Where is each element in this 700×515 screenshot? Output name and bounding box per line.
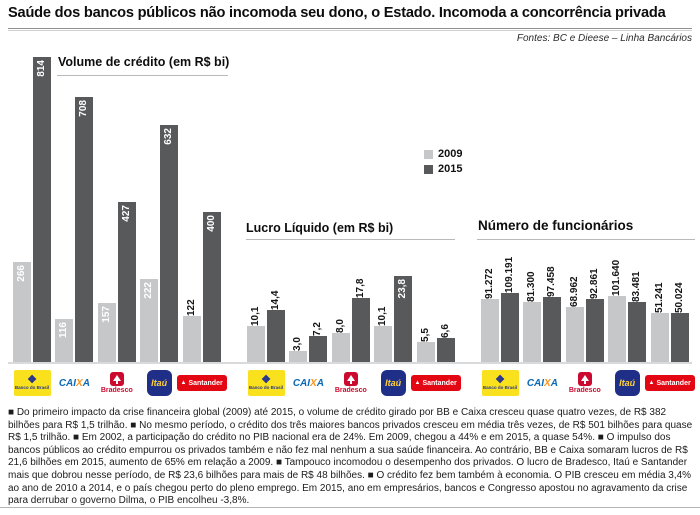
santander-logo bbox=[645, 375, 695, 391]
banco-do-brasil-icon: ❖ bbox=[27, 374, 37, 386]
bar-2009-itau bbox=[608, 296, 626, 362]
chart-title-underline bbox=[477, 239, 695, 240]
page-title: Saúde dos bancos públicos não incomoda seu dono, o Estado. Incomoda a concorrência privada bbox=[8, 5, 666, 21]
santander-label: Santander bbox=[188, 379, 223, 387]
bar-value-label: 400 bbox=[205, 215, 217, 232]
santander-logo bbox=[177, 375, 227, 391]
bar-value-label: 109.191 bbox=[504, 256, 515, 293]
caixa-label-part: X bbox=[76, 377, 83, 389]
legend-swatch-2009 bbox=[424, 150, 433, 159]
bar-value-label: 14,4 bbox=[270, 290, 281, 310]
bradesco-icon-stem bbox=[584, 381, 586, 384]
caixa-logo bbox=[293, 378, 324, 389]
chart-title-underline bbox=[57, 75, 228, 76]
bar-value-label: 10,1 bbox=[250, 306, 261, 326]
itau-logo: Itaú bbox=[615, 370, 640, 396]
caixa-label-part: CAI bbox=[292, 377, 311, 389]
legend-label: 2009 bbox=[438, 148, 463, 160]
bar-value-label: 122 bbox=[185, 299, 197, 316]
caixa-logo bbox=[527, 378, 558, 389]
bar-2009-santander bbox=[651, 313, 669, 362]
bar-2009-santander bbox=[183, 316, 201, 362]
bradesco-label: Bradesco bbox=[568, 387, 601, 394]
bottom-divider bbox=[0, 507, 700, 508]
bar-value-label: 91.272 bbox=[484, 268, 495, 299]
bar-2009-bb bbox=[247, 326, 265, 362]
bar-2009-bb bbox=[481, 299, 499, 362]
bar-value-label: 708 bbox=[78, 100, 90, 117]
bar-2009-itau bbox=[374, 326, 392, 362]
bradesco-label: Bradesco bbox=[100, 387, 133, 394]
bar-value-label: 83.481 bbox=[631, 271, 643, 302]
bar-2015-bradesco bbox=[586, 299, 604, 362]
bar-value-label: 7,2 bbox=[312, 322, 324, 336]
legend-item-2015 bbox=[424, 163, 462, 175]
bar-2009-bradesco bbox=[332, 333, 350, 362]
bar-2015-caixa bbox=[543, 297, 561, 362]
bar-value-label: 157 bbox=[100, 306, 112, 323]
banco-do-brasil-label: Banco do Brasil bbox=[482, 385, 518, 390]
bradesco-logo bbox=[101, 372, 133, 394]
banco-do-brasil-label: Banco do Brasil bbox=[14, 385, 50, 390]
bar-value-label: 101.640 bbox=[611, 259, 623, 296]
bar-value-label: 222 bbox=[143, 282, 155, 299]
santander-flame-icon: ▲ bbox=[648, 380, 655, 386]
bradesco-logo bbox=[569, 372, 601, 394]
bar-2015-santander bbox=[437, 338, 455, 362]
bar-value-label: 17,8 bbox=[354, 278, 366, 298]
chart-baseline bbox=[8, 362, 692, 364]
chart-title: Número de funcionários bbox=[478, 218, 634, 233]
caixa-label-part: X bbox=[544, 377, 551, 389]
bar-value-label: 427 bbox=[120, 205, 132, 222]
legend-item-2009 bbox=[424, 148, 462, 160]
bar-value-label: 50.024 bbox=[673, 282, 685, 313]
santander-flame-icon: ▲ bbox=[180, 380, 187, 386]
bar-value-label: 92.861 bbox=[588, 268, 600, 299]
bradesco-logo bbox=[335, 372, 367, 394]
bar-value-label: 5,5 bbox=[419, 328, 431, 342]
bradesco-label: Bradesco bbox=[334, 387, 367, 394]
itau-logo: Itaú bbox=[147, 370, 172, 396]
chart-title: Lucro Líquido (em R$ bi) bbox=[246, 221, 394, 235]
bar-2015-bb bbox=[267, 310, 285, 362]
logo-slot bbox=[408, 366, 464, 400]
bar-value-label: 81.300 bbox=[526, 271, 538, 302]
chart-title-underline bbox=[246, 239, 455, 240]
bar-value-label: 116 bbox=[58, 322, 70, 339]
logo-slot bbox=[174, 366, 230, 400]
bar-2009-caixa bbox=[523, 302, 541, 362]
bradesco-icon-stem bbox=[350, 381, 352, 384]
bradesco-icon bbox=[110, 372, 124, 386]
caixa-label-part: A bbox=[316, 377, 324, 389]
caixa-label-part: A bbox=[82, 377, 90, 389]
bar-value-label: 10,1 bbox=[377, 306, 389, 326]
santander-logo bbox=[411, 375, 461, 391]
banco-do-brasil-logo bbox=[482, 370, 519, 396]
bar-value-label: 97.458 bbox=[546, 266, 558, 297]
header-divider-top bbox=[8, 28, 692, 29]
banco-do-brasil-label: Banco do Brasil bbox=[248, 385, 284, 390]
bar-2009-caixa bbox=[289, 351, 307, 362]
bar-2015-santander bbox=[671, 313, 689, 362]
bar-value-label: 8,0 bbox=[334, 319, 346, 333]
bar-value-label: 3,0 bbox=[292, 337, 304, 351]
banco-do-brasil-icon: ❖ bbox=[495, 374, 505, 386]
bar-value-label: 814 bbox=[36, 60, 47, 77]
bradesco-icon-stem bbox=[116, 381, 118, 384]
bar-value-label: 6,6 bbox=[439, 324, 451, 338]
bar-value-label: 68.962 bbox=[568, 276, 580, 307]
legend-label: 2015 bbox=[438, 163, 463, 175]
bar-2015-bb bbox=[501, 293, 519, 362]
banco-do-brasil-icon: ❖ bbox=[261, 374, 271, 386]
bar-2015-caixa bbox=[309, 336, 327, 362]
footer-text: ■ Do primeiro impacto da crise financeira global (2009) até 2015, o volume de crédito girado por BB e Caixa cresceu quase quatro vezes, de R$ 382 bilhões para R$ 1,5 trilhão. ■ No mesmo período, o crédito dos três maiores bancos privados cresceu em média três vezes, de R$ 501 bilhões para quase R$ 1,5 trilhão. ■ Em 2002, a participação do crédito no PIB nacional era de 24%. Em 2009, chegou a 44% e em 2015, a quase 54%. ■ O impulso dos bancos públicos ao crédito empurrou os privados também e não fez mal nenhum a sua saúde financeira. Ao contrário, BB e Caixa somaram lucros de R$ 21,6 bilhões em 2015, aumento de 65% em relação a 2009. ■ Tampouco incomodou o desempenho dos privados. O lucro de Bradesco, Itaú e Santander mais que dobrou nesse período, de R$ 23,6 bilhões para mais de R$ 48 bilhões. ■ O crédito fez bem também à economia. O PIB cresceu em média 3,4% ao ano de 2010 a 2014, e o país chegou perto do pleno emprego. Em 2015, ano em empresários, bancos e Congresso apostou no agravamento da crise para derrubar o governo Dilma, o PIB encolheu -3,8%. bbox=[8, 407, 693, 507]
banco-do-brasil-logo bbox=[14, 370, 51, 396]
itau-logo: Itaú bbox=[381, 370, 406, 396]
bradesco-icon bbox=[344, 372, 358, 386]
bar-value-label: 51.241 bbox=[653, 282, 665, 313]
santander-flame-icon: ▲ bbox=[414, 380, 421, 386]
bar-2009-santander bbox=[417, 342, 435, 362]
logo-slot bbox=[642, 366, 698, 400]
bar-2015-bradesco bbox=[352, 298, 370, 362]
source-credit: Fontes: BC e Dieese – Linha Bancários bbox=[516, 33, 692, 44]
caixa-label-part: A bbox=[550, 377, 558, 389]
bar-2015-itau bbox=[628, 302, 646, 362]
caixa-label-part: X bbox=[310, 377, 317, 389]
santander-label: Santander bbox=[422, 379, 457, 387]
chart-title: Volume de crédito (em R$ bi) bbox=[58, 55, 230, 69]
caixa-label-part: CAI bbox=[526, 377, 545, 389]
banco-do-brasil-logo bbox=[248, 370, 285, 396]
caixa-label-part: CAI bbox=[58, 377, 77, 389]
caixa-logo bbox=[59, 378, 90, 389]
header-divider-bottom bbox=[8, 30, 692, 31]
bar-value-label: 632 bbox=[163, 128, 175, 145]
bar-2009-bradesco bbox=[566, 307, 584, 362]
bar-value-label: 266 bbox=[16, 265, 27, 282]
chart-legend bbox=[424, 148, 462, 178]
legend-swatch-2015 bbox=[424, 165, 433, 174]
santander-label: Santander bbox=[656, 379, 691, 387]
bradesco-icon bbox=[578, 372, 592, 386]
bar-value-label: 23,8 bbox=[397, 279, 409, 299]
